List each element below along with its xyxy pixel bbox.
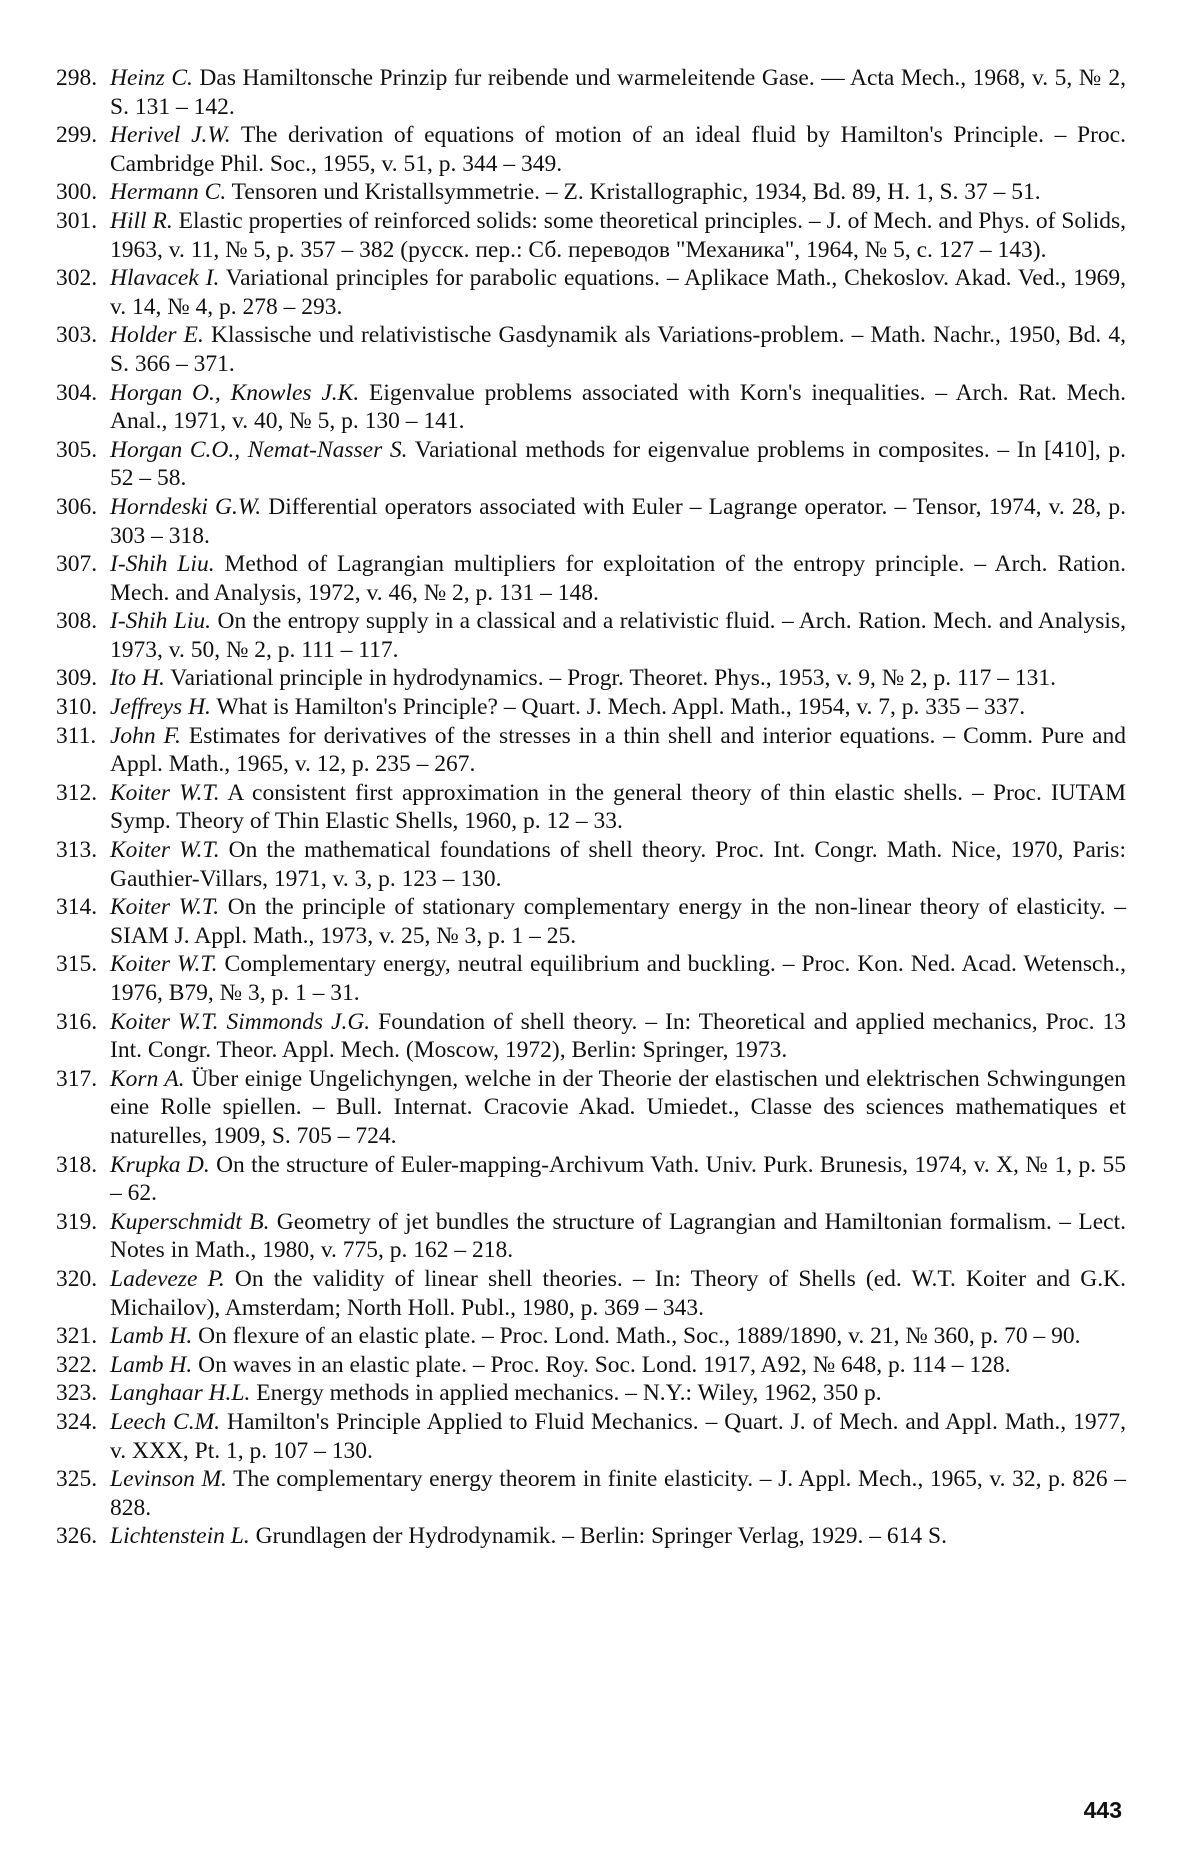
reference-number: 312. [56, 779, 98, 806]
reference-text: Klassische und relativistische Gasdynamik als Variations-problem. – Math. Nachr., 1950, Bd. 4, S. 366 – 371. [110, 322, 1126, 377]
reference-number: 303. [56, 322, 98, 349]
reference-entry [56, 121, 1126, 178]
reference-text: Das Hamiltonsche Prinzip fur reibende und warmeleitende Gase. — Acta Mech., 1968, v. 5, № 2, S. 131 – 142. [110, 65, 1127, 120]
reference-entry [56, 1322, 1126, 1351]
reference-author: Lamb H. [110, 1323, 193, 1350]
reference-entry [56, 836, 1126, 893]
reference-number: 308. [56, 608, 98, 635]
reference-body [110, 836, 1126, 893]
page-number: 443 [1083, 1797, 1122, 1823]
reference-entry [56, 1351, 1126, 1380]
reference-author: Koiter W.T. [110, 951, 218, 978]
reference-entry [56, 207, 1126, 264]
reference-author: Lamb H. [110, 1351, 193, 1378]
reference-entry [56, 607, 1126, 664]
reference-text: What is Hamilton's Principle? – Quart. J. Mech. Appl. Math., 1954, v. 7, p. 335 – 337. [210, 694, 1026, 721]
reference-author: Hlavacek I. [110, 265, 220, 292]
reference-entry [56, 550, 1126, 607]
reference-text: On flexure of an elastic plate. – Proc. Lond. Math., Soc., 1889/1890, v. 21, № 360, p. 70 – 90. [192, 1323, 1081, 1350]
reference-body [110, 1351, 1126, 1380]
reference-entry [56, 379, 1126, 436]
reference-text: Grundlagen der Hydrodynamik. – Berlin: Springer Verlag, 1929. – 614 S. [249, 1523, 947, 1550]
reference-number: 322. [56, 1351, 98, 1378]
reference-text: Estimates for derivatives of the stresses in a thin shell and interior equations. – Comm. Pure and Appl. Math., 1965, v. 12, p. 235 – 267. [110, 722, 1126, 778]
reference-number: 320. [56, 1265, 98, 1292]
reference-number: 304. [56, 379, 98, 406]
reference-text: Variational principle in hydrodynamics. – Progr. Theoret. Phys., 1953, v. 9, № 2, p. 117 – 131. [164, 665, 1057, 692]
reference-author: Ladeveze P. [110, 1265, 225, 1292]
reference-entry [56, 1265, 1126, 1322]
reference-number: 326. [56, 1523, 98, 1550]
reference-entry [56, 493, 1126, 550]
reference-text: Variational methods for eigenvalue problems in composites. – In [410], p. 52 – 58. [110, 436, 1126, 492]
reference-entry [56, 64, 1126, 121]
reference-number: 306. [56, 493, 98, 520]
reference-body [110, 1322, 1126, 1351]
reference-body [110, 950, 1126, 1007]
reference-body [110, 664, 1126, 693]
reference-number: 313. [56, 837, 98, 864]
reference-text: Complementary energy, neutral equilibrium and buckling. – Proc. Kon. Ned. Acad. Wetensch., 1976, B79, № 3, p. 1 – 31. [110, 951, 1126, 1006]
reference-number: 307. [56, 551, 98, 578]
reference-entry [56, 722, 1126, 779]
reference-entry [56, 264, 1126, 321]
reference-author: Hill R. [110, 207, 173, 234]
reference-body [110, 1208, 1126, 1265]
reference-body [110, 493, 1126, 550]
reference-body [110, 693, 1126, 722]
reference-author: I-Shih Liu. [110, 551, 215, 578]
reference-text: On the structure of Euler-mapping-Archivum Vath. Univ. Purk. Brunesis, 1974, v. X, № 1, p. 55 – 62. [110, 1151, 1127, 1207]
reference-number: 314. [56, 894, 98, 921]
reference-number: 316. [56, 1008, 98, 1035]
reference-text: Tensoren und Kristallsymmetrie. – Z. Kristallographic, 1934, Bd. 89, H. 1, S. 37 – 51. [226, 179, 1041, 206]
reference-author: Herivel J.W. [110, 122, 231, 149]
reference-author: Heinz C. [110, 65, 193, 91]
reference-author: Leech C.M. [110, 1408, 221, 1435]
reference-body [110, 893, 1126, 950]
reference-text: The complementary energy theorem in finite elasticity. – J. Appl. Mech., 1965, v. 32, p. 826 – 828. [110, 1466, 1126, 1521]
reference-author: Horgan O., Knowles J.K. [110, 379, 360, 406]
reference-body [110, 1151, 1126, 1208]
reference-entry [56, 1379, 1126, 1408]
reference-body [110, 722, 1126, 779]
reference-entry [56, 950, 1126, 1007]
reference-body [110, 178, 1126, 207]
reference-body [110, 1522, 1126, 1551]
reference-text: A consistent first approximation in the general theory of thin elastic shells. – Proc. IUTAM Symp. Theory of Thin Elastic Shells, 1960, p. 12 – 33. [110, 779, 1126, 835]
reference-author: Koiter W.T. [110, 837, 220, 864]
reference-entry [56, 693, 1126, 722]
reference-entry [56, 1008, 1126, 1065]
reference-author: Langhaar H.L. [110, 1380, 251, 1407]
reference-entry [56, 779, 1126, 836]
reference-entry [56, 1408, 1126, 1465]
reference-text: On the entropy supply in a classical and a relativistic fluid. – Arch. Ration. Mech. and Analysis, 1973, v. 50, № 2, p. 111 – 117. [110, 608, 1126, 663]
reference-author: Horgan C.O., Nemat-Nasser S. [110, 436, 408, 463]
reference-text: Elastic properties of reinforced solids: some theoretical principles. – J. of Mech. and Phys. of Solids, 1963, v. 11, № 5, p. 357 – 382 (русск. пер.: Сб. переводов "Механика", 1964, № 5, с. 127 – 143). [110, 207, 1126, 263]
reference-body [110, 1408, 1126, 1465]
reference-number: 309. [56, 665, 98, 692]
reference-body [110, 321, 1126, 378]
reference-text: Energy methods in applied mechanics. – N.Y.: Wiley, 1962, 350 p. [250, 1380, 882, 1407]
reference-author: Korn A. [110, 1065, 185, 1092]
reference-number: 311. [56, 722, 97, 749]
reference-entry [56, 664, 1126, 693]
reference-number: 317. [56, 1065, 98, 1092]
reference-text: Method of Lagrangian multipliers for exploitation of the entropy principle. – Arch. Ration. Mech. and Analysis, 1972, v. 46, № 2, p. 131 – 148. [110, 551, 1126, 606]
reference-author: Horndeski G.W. [110, 493, 262, 520]
reference-number: 318. [56, 1151, 98, 1178]
reference-body [110, 550, 1126, 607]
reference-author: Hermann C. [110, 179, 227, 206]
reference-text: The derivation of equations of motion of an ideal fluid by Hamilton's Principle. – Proc. Cambridge Phil. Soc., 1955, v. 51, p. 344 – 349. [110, 122, 1126, 177]
reference-text: Differential operators associated with Euler – Lagrange operator. – Tensor, 1974, v. 28, p. 303 – 318. [110, 493, 1126, 549]
reference-text: Foundation of shell theory. – In: Theoretical and applied mechanics, Proc. 13 Int. Congr. Theor. Appl. Mech. (Moscow, 1972), Berlin: Springer, 1973. [110, 1008, 1126, 1064]
reference-text: On waves in an elastic plate. – Proc. Roy. Soc. Lond. 1917, A92, № 648, p. 114 – 128. [192, 1351, 1011, 1378]
reference-author: I-Shih Liu. [110, 608, 212, 635]
reference-number: 315. [56, 951, 98, 978]
reference-author: Koiter W.T. [110, 894, 220, 921]
reference-entry [56, 1065, 1126, 1151]
reference-author: Lichtenstein L. [110, 1523, 250, 1550]
reference-number: 299. [56, 122, 98, 149]
reference-body [110, 779, 1126, 836]
reference-number: 325. [56, 1466, 98, 1493]
reference-entry [56, 1465, 1126, 1522]
reference-body [110, 264, 1126, 321]
reference-number: 323. [56, 1380, 98, 1407]
reference-entry [56, 436, 1126, 493]
reference-text: Hamilton's Principle Applied to Fluid Mechanics. – Quart. J. of Mech. and Appl. Math., 1977, v. XXX, Pt. 1, p. 107 – 130. [110, 1408, 1126, 1464]
reference-body [110, 64, 1126, 121]
reference-body [110, 1065, 1126, 1151]
reference-text: Eigenvalue problems associated with Korn's inequalities. – Arch. Rat. Mech. Anal., 1971, v. 40, № 5, p. 130 – 141. [110, 379, 1126, 435]
reference-number: 319. [56, 1208, 98, 1235]
reference-entry [56, 321, 1126, 378]
reference-entry [56, 893, 1126, 950]
reference-text: Über einige Ungelichyngen, welche in der Theorie der elastischen und elektrischen Schwingungen eine Rolle spiellen. – Bull. Internat. Cracovie Akad. Umiedet., Classe des sciences mathematiques et naturelles, 1909, S. 705 – 724. [110, 1065, 1126, 1149]
reference-list [56, 64, 1126, 1551]
reference-number: 324. [56, 1408, 98, 1435]
reference-text: On the validity of linear shell theories. – In: Theory of Shells (ed. W.T. Koiter and G.K. Michailov), Amsterdam; North Holl. Publ., 1980, p. 369 – 343. [110, 1265, 1126, 1321]
reference-body [110, 607, 1126, 664]
reference-body [110, 379, 1126, 436]
reference-author: Koiter W.T. Simmonds J.G. [110, 1008, 371, 1035]
reference-number: 300. [56, 179, 98, 206]
reference-body [110, 436, 1126, 493]
reference-author: Ito H. [110, 665, 165, 692]
reference-author: John F. [110, 722, 181, 749]
reference-text: On the principle of stationary complementary energy in the non-linear theory of elasticity. – SIAM J. Appl. Math., 1973, v. 25, № 3, p. 1 – 25. [110, 894, 1126, 949]
reference-author: Levinson M. [110, 1466, 227, 1493]
reference-entry [56, 1151, 1126, 1208]
reference-body [110, 121, 1126, 178]
reference-number: 302. [56, 265, 98, 292]
reference-entry [56, 1522, 1126, 1551]
reference-author: Koiter W.T. [110, 779, 220, 806]
reference-number: 321. [56, 1323, 98, 1350]
reference-body [110, 207, 1126, 264]
reference-author: Kuperschmidt B. [110, 1208, 270, 1235]
reference-number: 305. [56, 436, 98, 463]
reference-text: Geometry of jet bundles the structure of Lagrangian and Hamiltonian formalism. – Lect. Notes in Math., 1980, v. 775, p. 162 – 218. [110, 1208, 1126, 1264]
reference-entry [56, 1208, 1126, 1265]
reference-author: Jeffreys H. [110, 694, 211, 721]
reference-number: 310. [56, 694, 98, 721]
reference-body [110, 1265, 1126, 1322]
reference-text: Variational principles for parabolic equations. – Aplikace Math., Chekoslov. Akad. Ved., 1969, v. 14, № 4, p. 278 – 293. [110, 265, 1126, 320]
reference-author: Holder E. [110, 322, 204, 349]
reference-number: 301. [56, 207, 98, 234]
reference-body [110, 1379, 1126, 1408]
reference-author: Krupka D. [110, 1151, 210, 1178]
reference-number: 298. [56, 65, 98, 91]
reference-body [110, 1465, 1126, 1522]
reference-entry [56, 178, 1126, 207]
reference-text: On the mathematical foundations of shell theory. Proc. Int. Congr. Math. Nice, 1970, Paris: Gauthier-Villars, 1971, v. 3, p. 123 – 130. [110, 837, 1126, 892]
reference-body [110, 1008, 1126, 1065]
